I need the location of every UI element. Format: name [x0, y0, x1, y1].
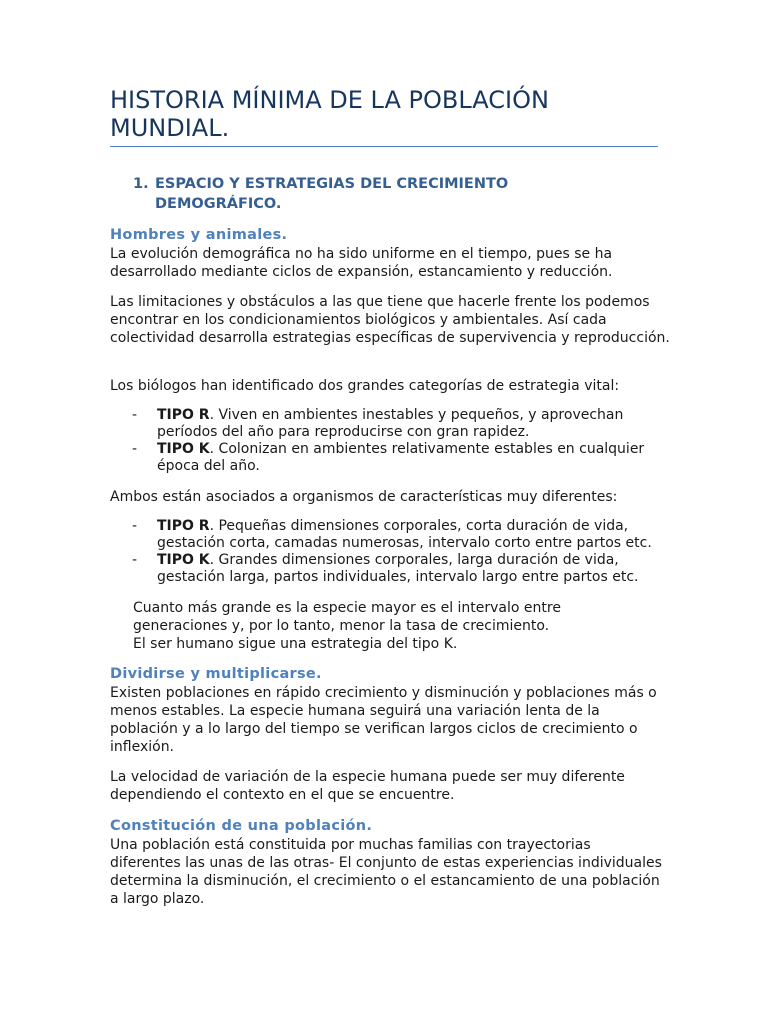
list-term: TIPO R [157, 518, 210, 534]
paragraph: Ambos están asociados a organismos de características muy diferentes: [110, 489, 618, 505]
list-text: . Grandes dimensiones corporales, larga duración de vida, gestación larga, partos individuales, intervalo largo entre partos etc. [157, 552, 639, 585]
paragraph: Los biólogos han identificado dos grandes categorías de estrategia vital: [110, 378, 620, 394]
list-item [110, 441, 655, 475]
section-heading [133, 174, 563, 214]
list-dash: - [132, 518, 138, 534]
list-item [110, 518, 670, 552]
list-term: TIPO K [157, 441, 210, 457]
document-title: HISTORIA MÍNIMA DE LA POBLACIÓN MUNDIAL. [110, 86, 549, 142]
list-item [110, 407, 655, 441]
subheading-dividirse-multiplicarse: Dividirse y multiplicarse. [110, 666, 322, 682]
list-item [110, 552, 670, 586]
list-dash: - [132, 407, 138, 423]
title-underline [110, 146, 658, 147]
section-number: 1. [133, 176, 149, 192]
paragraph: Las limitaciones y obstáculos a las que tiene que hacerle frente los podemos encontrar en los condicionamientos biológicos y ambientales. Así cada colectividad desarrolla estrategias específicas de supervivencia y reproducción. [110, 294, 670, 346]
subheading-constitucion-poblacion: Constitución de una población. [110, 818, 373, 834]
list-term: TIPO K [157, 552, 210, 568]
paragraph: La velocidad de variación de la especie humana puede ser muy diferente dependiendo el contexto en el que se encuentre. [110, 769, 625, 803]
paragraph: La evolución demográfica no ha sido uniforme en el tiempo, pues se ha desarrollado mediante ciclos de expansión, estancamiento y reducción. [110, 246, 613, 280]
paragraph: Una población está constituida por muchas familias con trayectorias diferentes las unas de las otras- El conjunto de estas experiencias individuales determina la disminución, el crecimiento o el estancamiento de una población a largo plazo. [110, 837, 662, 907]
list-term: TIPO R [157, 407, 210, 423]
list-text: . Pequeñas dimensiones corporales, corta duración de vida, gestación corta, camadas numerosas, intervalo corto entre partos etc. [157, 518, 652, 551]
characteristics-list [110, 518, 670, 586]
indented-paragraph: Cuanto más grande es la especie mayor es el intervalo entre generaciones y, por lo tanto, menor la tasa de crecimiento. El ser humano sigue una estrategia del tipo K. [133, 600, 561, 652]
subheading-hombres-animales: Hombres y animales. [110, 227, 288, 243]
paragraph: Existen poblaciones en rápido crecimiento y disminución y poblaciones más o menos estables. La especie humana seguirá una variación lenta de la población y a lo largo del tiempo se verifican largos ciclos de crecimiento o inflexión. [110, 685, 657, 755]
list-text: . Viven en ambientes inestables y pequeños, y aprovechan períodos del año para reproducirse con gran rapidez. [157, 407, 624, 440]
list-text: . Colonizan en ambientes relativamente estables en cualquier época del año. [157, 441, 645, 474]
strategy-list [110, 407, 655, 475]
list-dash: - [132, 441, 138, 457]
list-dash: - [132, 552, 138, 568]
section-heading-text: ESPACIO Y ESTRATEGIAS DEL CRECIMIENTO DEMOGRÁFICO. [155, 176, 509, 212]
